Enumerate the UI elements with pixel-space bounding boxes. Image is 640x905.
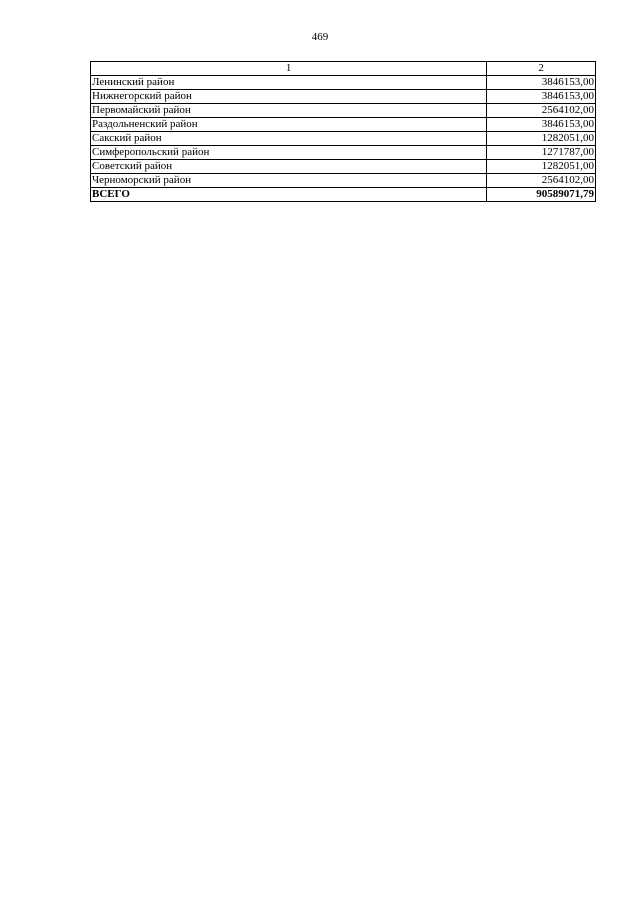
- district-amount: 3846153,00: [487, 76, 596, 90]
- column-header-2: 2: [487, 62, 596, 76]
- table-row: [91, 76, 596, 90]
- district-amount: 1282051,00: [487, 160, 596, 174]
- district-name: Первомайский район: [91, 104, 487, 118]
- district-name: Черноморский район: [91, 174, 487, 188]
- table-header-row: [91, 62, 596, 76]
- table-row: [91, 118, 596, 132]
- table-row: [91, 104, 596, 118]
- table-row: [91, 90, 596, 104]
- district-name: Симферопольский район: [91, 146, 487, 160]
- page-number: 469: [311, 31, 329, 43]
- district-amount: 3846153,00: [487, 118, 596, 132]
- district-name: Нижнегорский район: [91, 90, 487, 104]
- district-amount: 1271787,00: [487, 146, 596, 160]
- total-label: ВСЕГО: [91, 188, 487, 202]
- total-row: [91, 188, 596, 202]
- district-name: Раздольненский район: [91, 118, 487, 132]
- district-amount: 2564102,00: [487, 174, 596, 188]
- district-amount: 2564102,00: [487, 104, 596, 118]
- district-amount: 3846153,00: [487, 90, 596, 104]
- budget-table: [90, 61, 596, 202]
- column-header-1: 1: [91, 62, 487, 76]
- table-row: [91, 160, 596, 174]
- district-name: Советский район: [91, 160, 487, 174]
- district-name: Ленинский район: [91, 76, 487, 90]
- table-row: [91, 146, 596, 160]
- total-amount: 90589071,79: [487, 188, 596, 202]
- table-row: [91, 132, 596, 146]
- district-name: Сакский район: [91, 132, 487, 146]
- district-amount: 1282051,00: [487, 132, 596, 146]
- table-row: [91, 174, 596, 188]
